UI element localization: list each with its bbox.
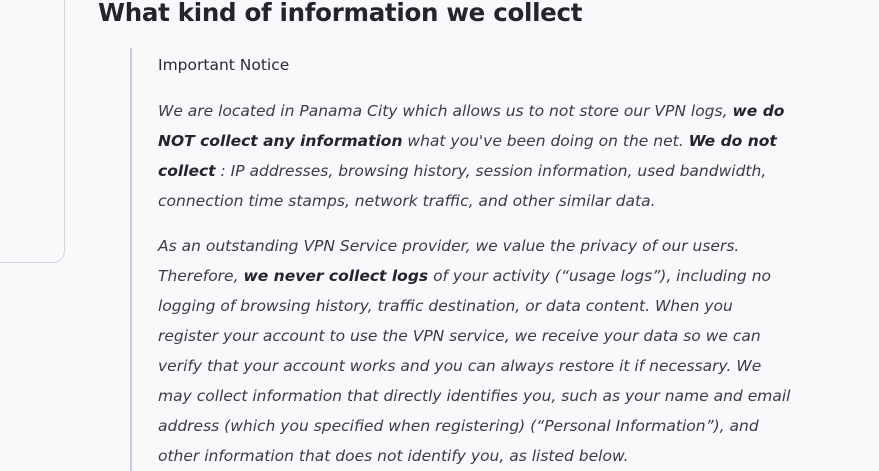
paragraph-line bbox=[158, 156, 808, 186]
text-segment: of your activity (“usage logs”), including no bbox=[428, 267, 772, 285]
paragraph-line bbox=[158, 96, 808, 126]
section-heading: What kind of information we collect bbox=[98, 0, 583, 27]
bold-text-segment: we never collect logs bbox=[243, 267, 429, 285]
text-segment: : IP addresses, browsing history, session information, used bandwidth, bbox=[215, 162, 767, 180]
paragraph-line bbox=[158, 261, 808, 291]
sidebar-card bbox=[0, 0, 65, 263]
notice-title: Important Notice bbox=[158, 56, 290, 74]
paragraph-line: may collect information that directly identifies you, such as your name and email bbox=[158, 387, 791, 405]
notice-paragraph-privacy bbox=[158, 231, 808, 471]
important-notice-blockquote bbox=[130, 48, 832, 471]
paragraph-line: other information that does not identify you, as listed below. bbox=[158, 447, 629, 465]
bold-text-segment: we do bbox=[732, 102, 785, 120]
paragraph-line: register your account to use the VPN service, we receive your data so we can bbox=[158, 327, 761, 345]
bold-text-segment: We do not bbox=[688, 132, 777, 150]
paragraph-line: As an outstanding VPN Service provider, we value the privacy of our users. bbox=[158, 237, 740, 255]
text-segment: what you've been doing on the net. bbox=[402, 132, 689, 150]
notice-paragraph-logs bbox=[158, 96, 808, 216]
bold-text-segment: collect bbox=[158, 162, 216, 180]
paragraph-line: address (which you specified when registering) (“Personal Information”), and bbox=[158, 417, 759, 435]
paragraph-line: logging of browsing history, traffic destination, or data content. When you bbox=[158, 297, 733, 315]
text-segment: We are located in Panama City which allows us to not store our VPN logs, bbox=[158, 102, 733, 120]
paragraph-line bbox=[158, 126, 808, 156]
paragraph-line: connection time stamps, network traffic, and other similar data. bbox=[158, 192, 656, 210]
bold-text-segment: NOT collect any information bbox=[158, 132, 403, 150]
paragraph-line: verify that your account works and you can always restore it if necessary. We bbox=[158, 357, 762, 375]
text-segment: Therefore, bbox=[158, 267, 244, 285]
